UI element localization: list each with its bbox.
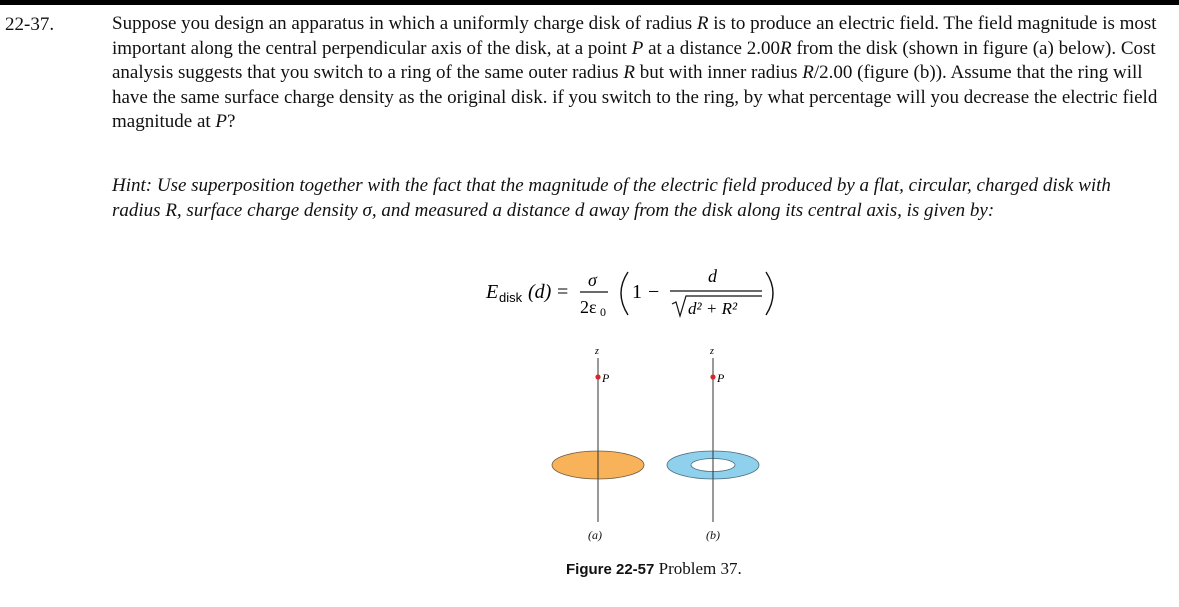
problem-text-part: from the disk (shown in figure (a) below). Cost analysis suggests that you switch to a ring of the same outer radius	[112, 37, 1156, 83]
P-label-a: P	[602, 371, 610, 385]
eq-lhs-arg: (d)	[528, 281, 552, 303]
eq-equals: =	[557, 281, 569, 303]
z-label-a: z	[595, 346, 599, 357]
eq-epsilon-sub: 0	[600, 305, 606, 319]
problem-text-part: /2.00 (figure (b)). Assume that the ring will have the same surface charge density as the original disk. if you switch to the ring, by what percentage will you decrease the electric field magnitude at	[112, 62, 1158, 132]
symbol-P: P	[631, 37, 644, 59]
problem-text-part: but with inner radius	[634, 62, 803, 83]
eq-sigma: σ	[588, 270, 597, 290]
point-P-b	[710, 374, 715, 379]
caption-text: Problem 37.	[654, 559, 742, 578]
top-rule	[0, 0, 1179, 5]
eq-one: 1	[632, 281, 642, 303]
eq-two-epsilon: 2ε	[580, 297, 597, 317]
symbol-P: P	[215, 111, 228, 132]
problem-text-part: ?	[227, 111, 236, 132]
eq-left-paren	[621, 272, 628, 315]
figure-22-57	[540, 340, 790, 560]
symbol-R: R	[802, 62, 814, 83]
eq-d: d	[708, 266, 717, 286]
eq-lhs-symbol: E	[486, 281, 499, 303]
sublabel-a: (a)	[588, 528, 602, 542]
eq-minus: −	[648, 281, 660, 303]
P-label-b: P	[717, 371, 725, 385]
symbol-R: R	[623, 62, 635, 83]
problem-text-part: Suppose you design an apparatus in which a uniformly charge disk of radius	[112, 13, 697, 34]
sublabel-b: (b)	[706, 528, 720, 542]
symbol-R: R	[779, 37, 792, 59]
problem-text-part: at a distance 2.00	[643, 37, 780, 59]
hint-text: Hint: Use superposition together with the fact that the magnitude of the electric field produced by a flat, circular, charged disk with radius R, surface charge density σ, and measured a distance d away from the disk along its central axis, is given by:	[112, 175, 1111, 221]
eq-right-paren	[766, 272, 773, 315]
symbol-R: R	[696, 13, 709, 34]
problem-text	[112, 12, 1162, 135]
caption-label: Figure 22-57	[566, 561, 655, 578]
eq-lhs-subscript: disk	[499, 290, 523, 305]
figure-a	[552, 346, 644, 522]
figure-b	[667, 346, 759, 522]
point-P-a	[595, 374, 600, 379]
problem-number: 22-37.	[5, 14, 55, 35]
z-label-b: z	[710, 346, 714, 357]
problem-text-part: is to produce an electric field. The field magnitude is most important along the central perpendicular axis of the disk, at a point	[112, 13, 1157, 59]
figure-caption	[566, 558, 742, 581]
eq-sqrt-content: d² + R²	[688, 299, 738, 318]
equation	[480, 258, 800, 328]
